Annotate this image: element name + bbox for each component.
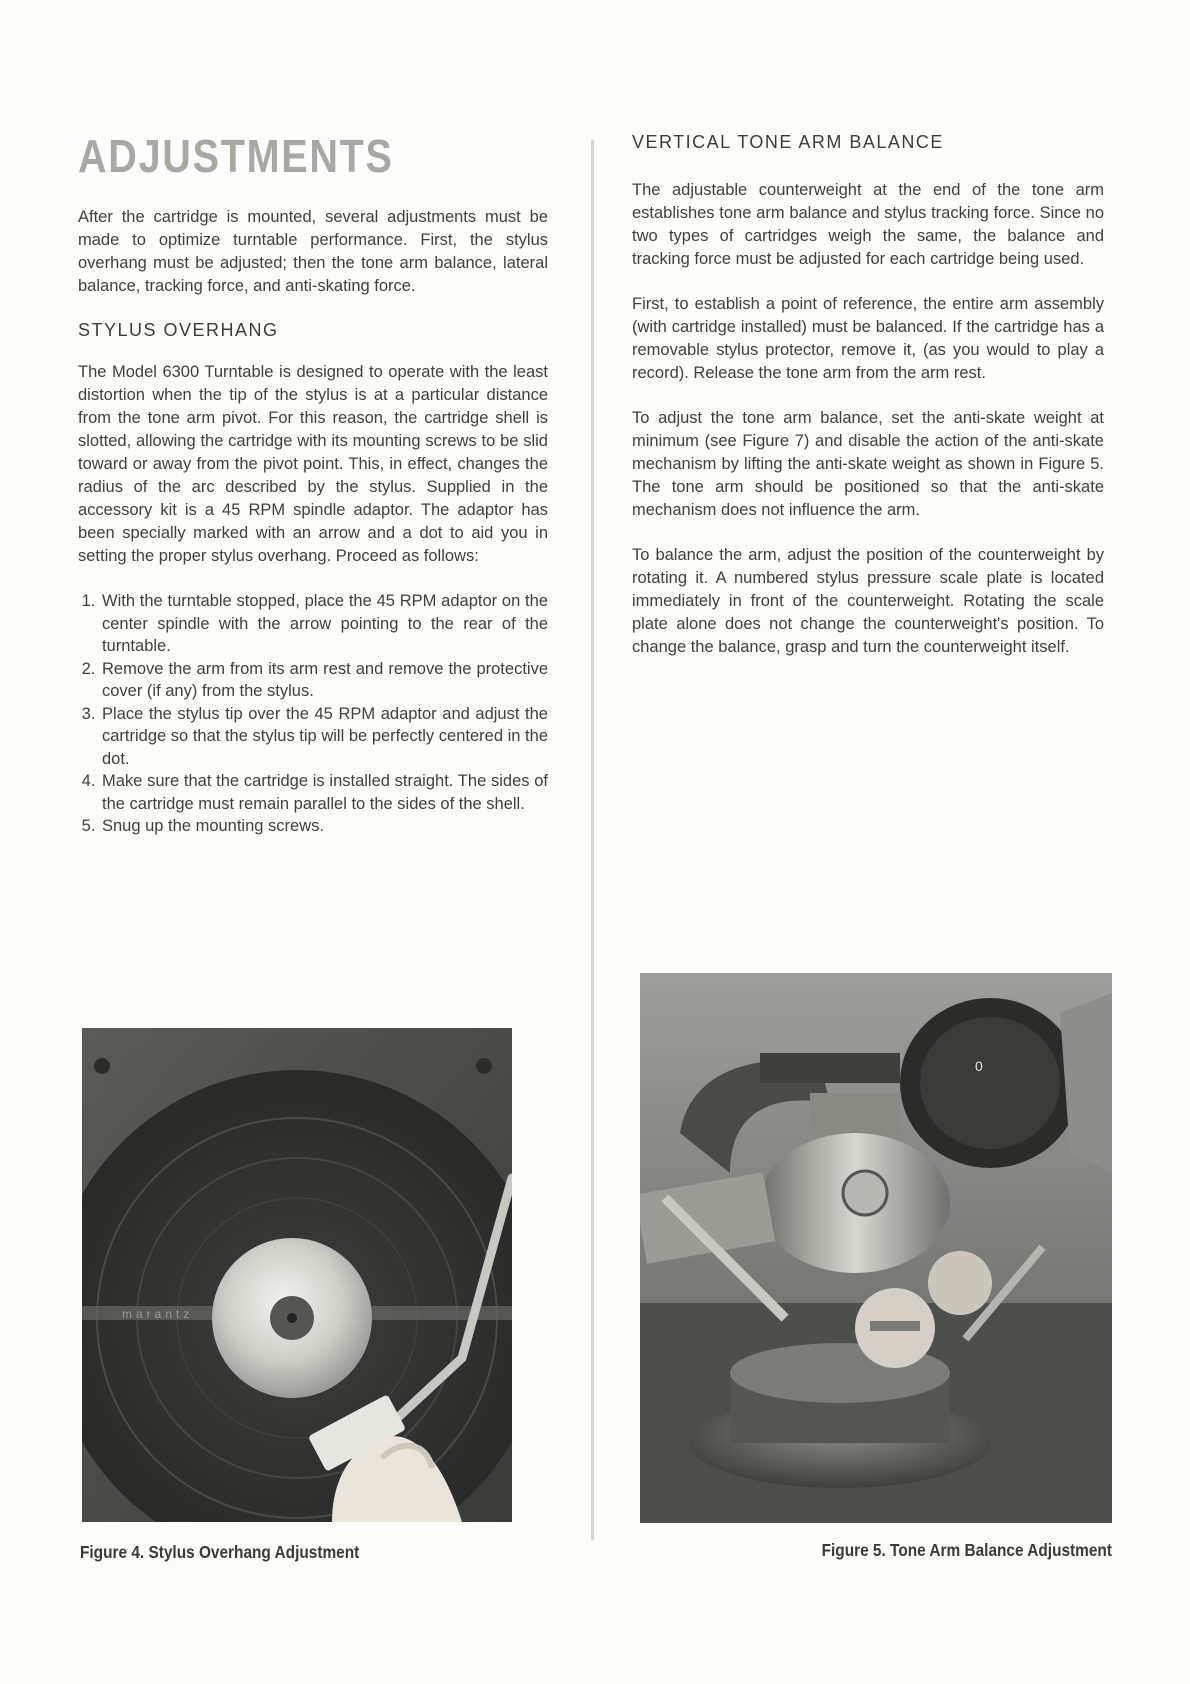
vertical-tone-arm-balance-heading: VERTICAL TONE ARM BALANCE: [632, 132, 944, 152]
step-item: 4. Make sure that the cartridge is installed straight. The sides of the cartridge must remain parallel to the sides of the shell.: [100, 770, 548, 815]
page-title: ADJUSTMENTS: [78, 130, 394, 182]
balance-paragraph-4: To balance the arm, adjust the position of the counterweight by rotating it. A numbered stylus pressure scale plate is located immediately in front of the counterweight. Rotating the scale plate alone does not change the counterweight's position. To change the balance, grasp and turn the counterweight itself.: [632, 546, 1104, 656]
figure-4-caption: Figure 4. Stylus Overhang Adjustment: [80, 1542, 360, 1562]
figure-4-photo: [82, 1028, 512, 1522]
step-item: 5. Snug up the mounting screws.: [100, 815, 548, 838]
adjustment-steps-list: [78, 590, 548, 838]
dial-zero-mark: 0: [975, 1058, 983, 1074]
step-item: 2. Remove the arm from its arm rest and remove the protective cover (if any) from the stylus.: [100, 658, 548, 703]
left-column: [78, 128, 548, 838]
figure-5-photo: [640, 973, 1112, 1523]
intro-paragraph: After the cartridge is mounted, several adjustments must be made to optimize turntable performance. First, the stylus overhang must be adjusted; then the tone arm balance, lateral balance, tracking force, and anti-skating force.: [78, 208, 548, 295]
figure-5-caption: Figure 5. Tone Arm Balance Adjustment: [821, 1540, 1112, 1560]
balance-paragraph-1: The adjustable counterweight at the end of the tone arm establishes tone arm balance and stylus tracking force. Since no two types of cartridges weigh the same, the balance and tracking force must be adjusted for each cartridge being used.: [632, 181, 1104, 268]
marantz-strip-text: marantz: [122, 1307, 194, 1321]
stylus-overhang-paragraph: The Model 6300 Turntable is designed to operate with the least distortion when the tip of the stylus is at a particular distance from the tone arm pivot. For this reason, the cartridge shell is slotted, allowing the cartridge with its mounting screws to be slid toward or away from the pivot point. This, in effect, changes the radius of the arc described by the stylus. Supplied in the accessory kit is a 45 RPM spindle adaptor. The adaptor has been specially marked with an arrow and a dot to aid you in setting the proper stylus overhang. Proceed as follows:: [78, 363, 548, 565]
figure-5-illustration: [640, 973, 1112, 1523]
balance-paragraph-3: To adjust the tone arm balance, set the anti-skate weight at minimum (see Figure 7) and disable the action of the anti-skate mechanism by lifting the anti-skate weight as shown in Figure 5. The tone arm should be positioned so that the anti-skate mechanism does not influence the arm.: [632, 409, 1104, 519]
right-column: [632, 128, 1104, 681]
balance-paragraph-2: First, to establish a point of reference, the entire arm assembly (with cartridge installed) must be balanced. If the cartridge has a removable stylus protector, remove it, (as you would to play a record). Release the tone arm from the arm rest.: [632, 295, 1104, 382]
step-item: 1. With the turntable stopped, place the 45 RPM adaptor on the center spindle with the arrow pointing to the rear of the turntable.: [100, 590, 548, 658]
step-item: 3. Place the stylus tip over the 45 RPM adaptor and adjust the cartridge so that the stylus tip will be perfectly centered in the dot.: [100, 703, 548, 771]
column-divider: [591, 140, 594, 1540]
stylus-overhang-heading: STYLUS OVERHANG: [78, 320, 279, 340]
figure-4-illustration: [82, 1028, 512, 1522]
